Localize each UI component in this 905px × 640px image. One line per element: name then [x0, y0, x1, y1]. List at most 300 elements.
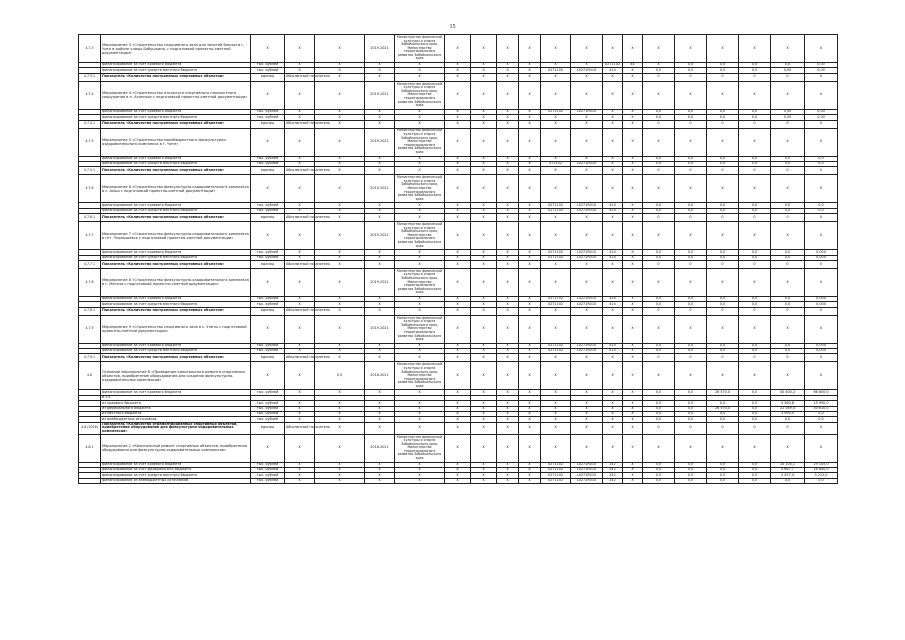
value-cell-7: 414 — [603, 208, 623, 213]
table-row-ind — [79, 354, 838, 362]
value-cell-4: X — [519, 222, 541, 250]
value-cell-7: X — [603, 268, 623, 296]
value-cell-10: 0 — [675, 214, 707, 222]
value-cell-9: X — [643, 128, 675, 156]
value-cell-3: X — [497, 68, 519, 73]
row-description-cell: из федерального бюджета — [101, 406, 251, 411]
value-cell-13: 0,0 — [771, 349, 805, 354]
value-cell-11: 0,0 — [707, 208, 739, 213]
value-cell-7: X — [603, 109, 623, 114]
value-cell-11: 0,0 — [707, 296, 739, 301]
value-cell-4: X — [519, 406, 541, 411]
value-cell-12: 0,0 — [739, 462, 771, 467]
value-cell-13: 0 — [771, 120, 805, 128]
value-cell-12: 0,0 — [739, 406, 771, 411]
unit-cell: X — [251, 268, 285, 296]
years-cell: X — [365, 115, 395, 120]
base-value-cell: X — [315, 222, 365, 250]
value-cell-10: X — [675, 35, 707, 63]
value-cell-5: 271102 — [541, 161, 571, 166]
value-cell-5: X — [541, 412, 571, 417]
value-cell-7: X — [603, 406, 623, 411]
years-cell: X — [365, 307, 395, 315]
value-cell-8: X — [623, 260, 643, 268]
value-cell-11: X — [707, 362, 739, 390]
table-body — [79, 35, 838, 484]
value-cell-3: X — [497, 406, 519, 411]
value-cell-10: 0,0 — [675, 473, 707, 478]
value-cell-13: 0,0 — [771, 156, 805, 161]
table-row-main — [79, 222, 838, 250]
unit-cell: единиц — [251, 167, 285, 175]
value-cell-11: 0 — [707, 354, 739, 362]
value-cell-3: X — [497, 156, 519, 161]
indicator-kind-cell: X — [285, 473, 315, 478]
value-cell-6: X — [571, 120, 603, 128]
value-cell-4: X — [519, 208, 541, 213]
base-value-cell: X — [315, 417, 365, 422]
indicator-kind-cell: X — [285, 250, 315, 255]
value-cell-8: X — [623, 434, 643, 462]
value-cell-13: 0 — [771, 422, 805, 434]
value-cell-12: X — [739, 362, 771, 390]
value-cell-8: X — [623, 473, 643, 478]
value-cell-13: X — [771, 268, 805, 296]
value-cell-4: X — [519, 120, 541, 128]
value-cell-7: 414 — [603, 250, 623, 255]
years-cell: X — [365, 390, 395, 395]
value-cell-10: 0 — [675, 73, 707, 81]
value-cell-8: X — [623, 156, 643, 161]
value-cell-13: 4 360,8 — [771, 401, 805, 406]
row-description-cell: Мероприятие 4 «Строительство открытого спортивного плоскостного сооружения в п. Агинское с подготовкой проектно-сметной документации» — [101, 81, 251, 109]
value-cell-4: X — [519, 417, 541, 422]
value-cell-3: X — [497, 462, 519, 467]
value-cell-2: X — [471, 434, 497, 462]
page-number: 15 — [449, 24, 456, 30]
years-cell: X — [365, 161, 395, 166]
value-cell-9: 0,0 — [643, 255, 675, 260]
responsible-cell: X — [395, 208, 445, 213]
value-cell-11: 0 — [707, 307, 739, 315]
value-cell-1: X — [445, 222, 471, 250]
value-cell-5: 0271102 — [541, 208, 571, 213]
responsible-cell: Министерство физической культуры и спорта Забайкальского края, Министерство территориального развития Забайкальского края — [395, 315, 445, 343]
row-code-cell: 4.7.8.1 — [79, 307, 101, 315]
value-cell-4: X — [519, 250, 541, 255]
unit-cell: единиц — [251, 354, 285, 362]
value-cell-14: 0,000 — [805, 343, 838, 348]
row-description-cell: Показатель «Количество построенных спортивных объектов» — [101, 214, 251, 222]
value-cell-13: 0,0 — [771, 208, 805, 213]
value-cell-6: X — [571, 222, 603, 250]
table-row-main — [79, 434, 838, 462]
value-cell-4: X — [519, 315, 541, 343]
value-cell-4: X — [519, 81, 541, 109]
value-cell-11: X — [707, 35, 739, 63]
value-cell-1: X — [445, 296, 471, 301]
value-cell-12: 0,0 — [739, 478, 771, 483]
value-cell-13: X — [771, 362, 805, 390]
value-cell-7: X — [603, 81, 623, 109]
value-cell-5: X — [541, 120, 571, 128]
value-cell-7: 414 — [603, 349, 623, 354]
years-cell: 2019-2021 — [365, 35, 395, 63]
unit-cell: тыс. рублей — [251, 302, 285, 307]
value-cell-11: X — [707, 128, 739, 156]
value-cell-6: X — [571, 175, 603, 203]
value-cell-12: 0,0 — [739, 203, 771, 208]
value-cell-9: X — [643, 63, 675, 68]
indicator-kind-cell: X — [285, 128, 315, 156]
base-value-cell: X — [315, 81, 365, 109]
responsible-cell: Министерство физической культуры и спорта Забайкальского края, Министерство территориального развития Забайкальского края — [395, 128, 445, 156]
value-cell-3: X — [497, 354, 519, 362]
table-row-sub — [79, 478, 838, 483]
value-cell-9: 0,0 — [643, 349, 675, 354]
unit-cell: тыс. рублей — [251, 343, 285, 348]
value-cell-5: X — [541, 354, 571, 362]
value-cell-13: 22 049,4 — [771, 406, 805, 411]
value-cell-12: 0 — [739, 307, 771, 315]
years-cell: X — [365, 255, 395, 260]
value-cell-12: 0 — [739, 422, 771, 434]
value-cell-13: 0 — [771, 307, 805, 315]
value-cell-2: X — [471, 81, 497, 109]
value-cell-6: X — [571, 412, 603, 417]
value-cell-14: 0,000 — [805, 250, 838, 255]
years-cell: X — [365, 109, 395, 114]
value-cell-12: 0 — [739, 214, 771, 222]
value-cell-11: 0,0 — [707, 349, 739, 354]
row-code-cell — [79, 478, 101, 483]
value-cell-3: X — [497, 467, 519, 472]
value-cell-7: X — [603, 120, 623, 128]
base-value-cell: X — [315, 120, 365, 128]
value-cell-11: 0,0 — [707, 417, 739, 422]
value-cell-14: 50 610,0 — [805, 406, 838, 411]
value-cell-6: X — [571, 115, 603, 120]
value-cell-2: X — [471, 208, 497, 213]
indicator-kind-cell: X — [285, 343, 315, 348]
row-code-cell: 4.8.1 — [79, 434, 101, 462]
value-cell-5: X — [541, 35, 571, 63]
value-cell-2: X — [471, 406, 497, 411]
value-cell-6: L0271R010 — [571, 296, 603, 301]
years-cell: X — [365, 401, 395, 406]
value-cell-3: X — [497, 417, 519, 422]
value-cell-6: X — [571, 422, 603, 434]
indicator-kind-cell: X — [285, 222, 315, 250]
responsible-cell: Министерство физической культуры и спорта Забайкальского края, Министерство территориального развития Забайкальского края — [395, 35, 445, 63]
row-description-cell: финансирование за счет краевого бюджета — [101, 296, 251, 301]
table-row-main — [79, 81, 838, 109]
row-description-cell: Мероприятие 5 «Строительство малобюджетного физкультурно-оздоровительного комплекса в г. Чите» — [101, 128, 251, 156]
row-description-cell: финансирование за счет краевого бюджета — [101, 109, 251, 114]
value-cell-11: 0,0 — [707, 478, 739, 483]
value-cell-13: 0,0 — [771, 296, 805, 301]
value-cell-10: 0,0 — [675, 401, 707, 406]
value-cell-13: 5 667,7 — [771, 467, 805, 472]
value-cell-11: 0,0 — [707, 63, 739, 68]
row-description-cell: финансирование за счет краевого бюджета — [101, 203, 251, 208]
value-cell-12: X — [739, 35, 771, 63]
value-cell-14: 0,000 — [805, 296, 838, 301]
row-description-cell: Показатель «Количество построенных спортивных объектов» — [101, 120, 251, 128]
value-cell-2: X — [471, 302, 497, 307]
base-value-cell: X — [315, 473, 365, 478]
unit-cell: тыс. рублей — [251, 255, 285, 260]
value-cell-5: X — [541, 222, 571, 250]
table-row-main — [79, 268, 838, 296]
row-description-cell: Показатель «Количество построенных спортивных объектов» — [101, 260, 251, 268]
value-cell-9: X — [643, 268, 675, 296]
value-cell-6: X — [571, 214, 603, 222]
indicator-kind-cell: X — [285, 478, 315, 483]
program-activities-table — [78, 34, 838, 484]
value-cell-11: 26 570,0 — [707, 390, 739, 395]
responsible-cell: X — [395, 250, 445, 255]
value-cell-3: X — [497, 296, 519, 301]
responsible-cell: X — [395, 167, 445, 175]
value-cell-11: 0 — [707, 422, 739, 434]
value-cell-10: 0,0 — [675, 115, 707, 120]
value-cell-10: 0,0 — [675, 417, 707, 422]
value-cell-11: 0,0 — [707, 203, 739, 208]
value-cell-9: 0,0 — [643, 156, 675, 161]
table-row-ind — [79, 120, 838, 128]
base-value-cell: X — [315, 406, 365, 411]
value-cell-4: X — [519, 401, 541, 406]
value-cell-8: X — [623, 401, 643, 406]
value-cell-9: 0,0 — [643, 296, 675, 301]
value-cell-8: X — [623, 175, 643, 203]
value-cell-13: 0 — [771, 73, 805, 81]
indicator-kind-cell: Абсолютный показатель — [285, 167, 315, 175]
value-cell-5: 0271102 — [541, 473, 571, 478]
value-cell-5: X — [541, 307, 571, 315]
value-cell-14: 0 — [805, 73, 838, 81]
value-cell-6: L0271R010 — [571, 161, 603, 166]
row-description-cell: финансирование за счет средств местного бюджета — [101, 115, 251, 120]
row-code-cell: 4.8 (2016) — [79, 422, 101, 434]
value-cell-12: X — [739, 315, 771, 343]
value-cell-13: 0,0 — [771, 302, 805, 307]
value-cell-5: X — [541, 315, 571, 343]
unit-cell: единиц — [251, 307, 285, 315]
responsible-cell: X — [395, 302, 445, 307]
value-cell-4: X — [519, 63, 541, 68]
value-cell-8: X — [623, 68, 643, 73]
value-cell-6: X — [571, 362, 603, 390]
value-cell-9: X — [643, 315, 675, 343]
responsible-cell: X — [395, 73, 445, 81]
value-cell-14: 0,0 — [805, 161, 838, 166]
value-cell-10: 0,0 — [675, 68, 707, 73]
value-cell-5: 0271102 — [541, 68, 571, 73]
value-cell-4: X — [519, 128, 541, 156]
value-cell-5: 0271102 — [541, 296, 571, 301]
value-cell-14: 0 — [805, 354, 838, 362]
value-cell-12: 0,0 — [739, 467, 771, 472]
value-cell-8: X — [623, 222, 643, 250]
responsible-cell: X — [395, 343, 445, 348]
value-cell-5: X — [541, 434, 571, 462]
value-cell-10: 0,0 — [675, 467, 707, 472]
value-cell-1: X — [445, 73, 471, 81]
value-cell-8: X — [623, 161, 643, 166]
value-cell-1: X — [445, 175, 471, 203]
row-description-cell: Показатель «Количество построенных спортивных объектов» — [101, 167, 251, 175]
value-cell-13: 0,0 — [771, 343, 805, 348]
value-cell-3: X — [497, 349, 519, 354]
unit-cell: единиц — [251, 120, 285, 128]
value-cell-9: 0,0 — [643, 161, 675, 166]
row-code-cell: 4.8 — [79, 362, 101, 390]
value-cell-12: 0,0 — [739, 296, 771, 301]
responsible-cell: X — [395, 354, 445, 362]
value-cell-14: X — [805, 128, 838, 156]
indicator-kind-cell: X — [285, 390, 315, 395]
value-cell-9: 0 — [643, 214, 675, 222]
value-cell-10: 0,0 — [675, 161, 707, 166]
value-cell-5: X — [541, 260, 571, 268]
value-cell-5: X — [541, 417, 571, 422]
responsible-cell: Министерство физической культуры и спорта Забайкальского края, Министерство территориального развития Забайкальского края — [395, 362, 445, 390]
value-cell-8: X — [623, 81, 643, 109]
value-cell-10: 0,0 — [675, 296, 707, 301]
value-cell-12: X — [739, 81, 771, 109]
unit-cell: тыс. рублей — [251, 478, 285, 483]
value-cell-4: X — [519, 255, 541, 260]
row-description-cell: финансирование за счет федерального бюджета — [101, 467, 251, 472]
value-cell-1: X — [445, 120, 471, 128]
unit-cell: единиц — [251, 260, 285, 268]
value-cell-10: 0,0 — [675, 302, 707, 307]
unit-cell: тыс. рублей — [251, 63, 285, 68]
value-cell-4: X — [519, 109, 541, 114]
value-cell-8: X — [623, 315, 643, 343]
base-value-cell: X — [315, 161, 365, 166]
value-cell-1: X — [445, 115, 471, 120]
value-cell-6: L0271R010 — [571, 250, 603, 255]
value-cell-13: 0 — [771, 214, 805, 222]
value-cell-4: X — [519, 161, 541, 166]
base-value-cell: X — [315, 68, 365, 73]
value-cell-10: 0,0 — [675, 343, 707, 348]
value-cell-12: 0,0 — [739, 401, 771, 406]
unit-cell: тыс. рублей — [251, 417, 285, 422]
responsible-cell: X — [395, 406, 445, 411]
value-cell-8: X — [623, 296, 643, 301]
value-cell-13: 0,0 — [771, 63, 805, 68]
table-row-ind — [79, 214, 838, 222]
value-cell-8: X — [623, 390, 643, 395]
value-cell-5: X — [541, 214, 571, 222]
value-cell-14: X — [805, 35, 838, 63]
value-cell-2: X — [471, 161, 497, 166]
value-cell-9: 0,0 — [643, 462, 675, 467]
value-cell-3: X — [497, 109, 519, 114]
value-cell-10: 0,0 — [675, 406, 707, 411]
table-row-main — [79, 35, 838, 63]
value-cell-7: X — [603, 390, 623, 395]
value-cell-12: 0,0 — [739, 250, 771, 255]
responsible-cell: X — [395, 412, 445, 417]
value-cell-4: X — [519, 467, 541, 472]
years-cell: X — [365, 406, 395, 411]
value-cell-8: X — [623, 35, 643, 63]
value-cell-3: X — [497, 307, 519, 315]
indicator-kind-cell: X — [285, 268, 315, 296]
value-cell-13: 0 — [771, 260, 805, 268]
value-cell-3: X — [497, 81, 519, 109]
value-cell-4: X — [519, 343, 541, 348]
row-description-cell: финансирование за счет краевого бюджета — [101, 462, 251, 467]
value-cell-3: X — [497, 128, 519, 156]
indicator-kind-cell: X — [285, 203, 315, 208]
value-cell-11: 0,0 — [707, 115, 739, 120]
responsible-cell: X — [395, 307, 445, 315]
value-cell-7: X — [603, 417, 623, 422]
value-cell-7: 414 — [603, 203, 623, 208]
value-cell-9: 0,0 — [643, 115, 675, 120]
row-description-cell: финансирование из внебюджетных источников — [101, 478, 251, 483]
value-cell-3: X — [497, 315, 519, 343]
value-cell-12: 0,0 — [739, 68, 771, 73]
value-cell-11: X — [707, 81, 739, 109]
value-cell-2: X — [471, 167, 497, 175]
years-cell: X — [365, 120, 395, 128]
value-cell-10: X — [675, 434, 707, 462]
responsible-cell: X — [395, 467, 445, 472]
value-cell-8: X — [623, 478, 643, 483]
indicator-kind-cell: X — [285, 467, 315, 472]
indicator-kind-cell: X — [285, 434, 315, 462]
value-cell-9: 0 — [643, 422, 675, 434]
value-cell-8: X — [623, 214, 643, 222]
unit-cell: тыс. рублей — [251, 406, 285, 411]
value-cell-4: X — [519, 302, 541, 307]
indicator-kind-cell: X — [285, 417, 315, 422]
value-cell-12: 0 — [739, 167, 771, 175]
value-cell-12: 0,0 — [739, 302, 771, 307]
value-cell-2: X — [471, 222, 497, 250]
value-cell-6: X — [571, 354, 603, 362]
row-code-cell: 4.7.8 — [79, 268, 101, 296]
value-cell-14: 15 990,0 — [805, 401, 838, 406]
value-cell-14: 0,00 — [805, 63, 838, 68]
value-cell-4: X — [519, 412, 541, 417]
unit-cell: тыс. рублей — [251, 109, 285, 114]
value-cell-6: L0271R010 — [571, 473, 603, 478]
value-cell-2: X — [471, 390, 497, 395]
value-cell-7: X — [603, 175, 623, 203]
value-cell-5: X — [541, 115, 571, 120]
value-cell-5: 0271102 — [541, 478, 571, 483]
value-cell-6: X — [571, 167, 603, 175]
value-cell-7: X — [603, 362, 623, 390]
base-value-cell: X — [315, 434, 365, 462]
responsible-cell: X — [395, 68, 445, 73]
base-value-cell: X — [315, 412, 365, 417]
value-cell-10: 0,0 — [675, 203, 707, 208]
years-cell: X — [365, 296, 395, 301]
value-cell-1: X — [445, 250, 471, 255]
value-cell-9: 0,0 — [643, 250, 675, 255]
indicator-kind-cell: Абсолютный показатель — [285, 260, 315, 268]
value-cell-3: X — [497, 260, 519, 268]
